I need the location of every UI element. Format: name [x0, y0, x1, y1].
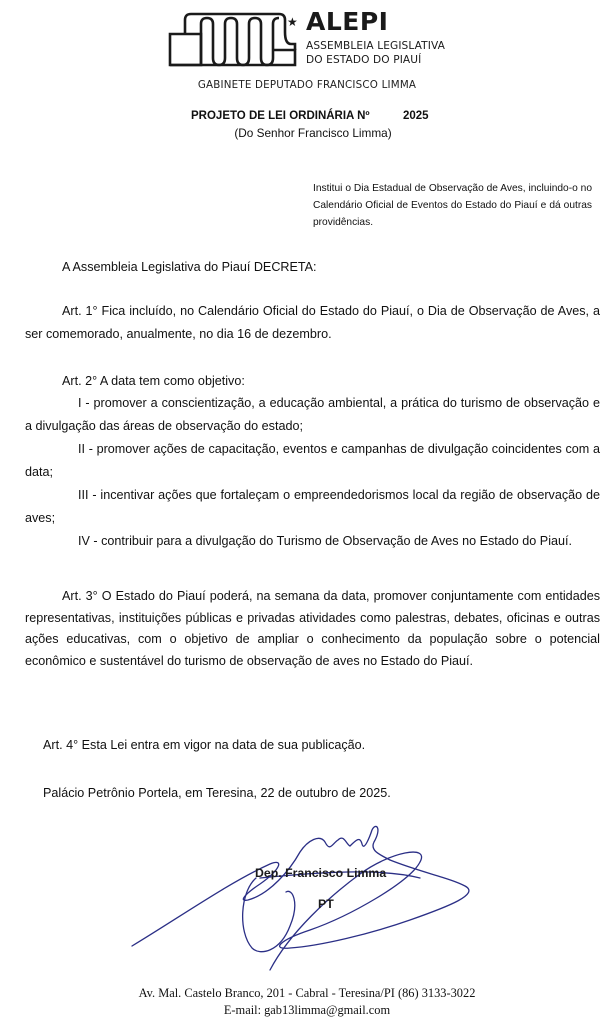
- article-1: Art. 1° Fica incluído, no Calendário Oficial do Estado do Piauí, o Dia de Observação de Aves, a ser comemorado, anualmente, no dia 16 de dezembro.: [25, 304, 600, 341]
- footer-email: E-mail: gab13limma@gmail.com: [223, 1003, 391, 1017]
- project-year: 2025: [403, 110, 429, 122]
- article-2-item-4: IV - contribuir para a divulgação do Turismo de Observação de Aves no Estado do Piauí.: [78, 534, 573, 548]
- place-date: Palácio Petrônio Portela, em Teresina, 22 de outubro de 2025.: [43, 786, 391, 800]
- article-3: Art. 3° O Estado do Piauí poderá, na semana da data, promover conjuntamente com entidades representativas, instituições públicas e privadas atividades como palestras, debates, oficinas e outras ações educativas, com o objetivo de ampliar o conhecimento da população sobre o potencial econômico e sustentável do turismo de observação de aves no Estado do Piauí.: [25, 589, 600, 668]
- project-title: PROJETO DE LEI ORDINÁRIA Nº: [191, 110, 370, 122]
- article-2-item-3: III - incentivar ações que fortaleçam o empreendedorismos local da região de observação de aves;: [25, 488, 600, 525]
- project-author-line: [0, 126, 614, 140]
- signatory-name: Dep. Francisco Limma: [255, 866, 387, 880]
- star-icon: ★: [287, 15, 298, 29]
- office-name: GABINETE DEPUTADO FRANCISCO LIMMA: [197, 79, 417, 91]
- preamble: A Assembleia Legislativa do Piauí DECRETA:: [62, 260, 317, 274]
- ementa: Institui o Dia Estadual de Observação de Aves, incluindo-o no Calendário Oficial de Eventos do Estado do Piauí e dá outras providências.: [313, 183, 592, 228]
- article-2-item-1: I - promover a conscientização, a educação ambiental, a prática do turismo de observação e a divulgação das áreas de observação do estado;: [25, 396, 600, 433]
- alepi-logo-emblem-icon: [167, 10, 301, 68]
- project-author: (Do Senhor Francisco Limma): [234, 126, 392, 140]
- footer-address: Av. Mal. Castelo Branco, 201 - Cabral - Teresina/PI (86) 3133-3022: [138, 986, 476, 1000]
- logo-acronym: ALEPI: [306, 7, 389, 36]
- article-4: Art. 4° Esta Lei entra em vigor na data de sua publicação.: [43, 738, 366, 752]
- article-2-item-2: II - promover ações de capacitação, eventos e campanhas de divulgação coincidentes com a data;: [25, 442, 600, 479]
- signatory-party: PT: [318, 897, 334, 911]
- logo-subtitle-line1: ASSEMBLEIA LEGISLATIVA: [306, 40, 445, 52]
- handwritten-signature: [120, 822, 490, 972]
- logo-subtitle: [306, 39, 445, 67]
- article-2: Art. 2° A data tem como objetivo:: [62, 374, 245, 388]
- logo-subtitle-line2: DO ESTADO DO PIAUÍ: [306, 54, 422, 66]
